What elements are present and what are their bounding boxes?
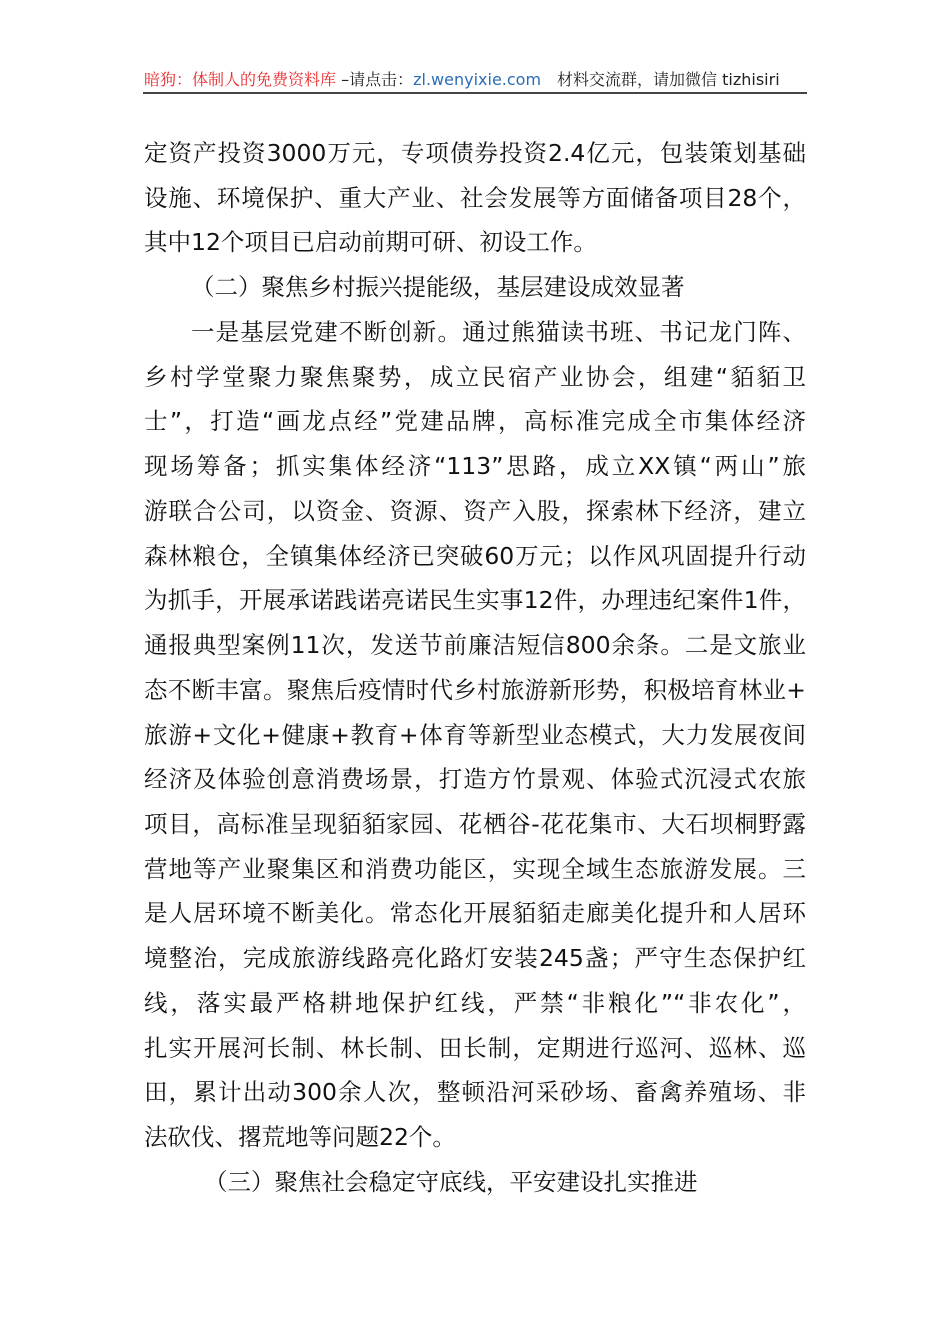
header-link[interactable]: zl.wenyixie.com [413,70,542,89]
text-line: 是人居环境不断美化。常态化开展貊貊走廊美化提升和人居环 [144,899,806,928]
header-click-prompt: –请点击： [336,70,414,89]
header-site-name: 暗狗：体制人的免费资料库 [144,70,337,89]
text-line: 为抓手，开展承诺践诺亮诺民生实事12件，办理违纪案件1件， [144,586,806,615]
text-line: 营地等产业聚集区和消费功能区，实现全域生态旅游发展。三 [144,854,806,883]
header-divider [143,92,807,94]
text-line: 其中12个项目已启动前期可研、初设工作。 [144,228,597,257]
section-heading: （二）聚焦乡村振兴提能级，基层建设成效显著 [191,273,685,302]
text-line: 游联合公司，以资金、资源、资产入股，探索林下经济，建立 [144,496,806,525]
text-line: 境整治，完成旅游线路亮化路灯安装245盏；严守生态保护红 [144,944,806,973]
text-line: 田，累计出动300余人次，整顿沿河采砂场、畜禽养殖场、非 [144,1078,806,1107]
text-line: 线，落实最严格耕地保护红线，严禁“非粮化”“非农化”， [144,988,806,1017]
header-wechat-note: 材料交流群，请加微信 tizhisiri [541,70,780,89]
text-line: 经济及体验创意消费场景，打造方竹景观、体验式沉浸式农旅 [144,765,806,794]
text-line: 乡村学堂聚力聚焦聚势，成立民宿产业协会，组建“貊貊卫 [144,362,806,391]
text-line: 扎实开展河长制、林长制、田长制，定期进行巡河、巡林、巡 [144,1033,806,1062]
text-line: 态不断丰富。聚焦后疫情时代乡村旅游新形势，积极培育林业+ [144,675,806,704]
text-line: 定资产投资3000万元，专项债券投资2.4亿元，包装策划基础 [144,139,806,167]
text-line: 设施、环境保护、重大产业、社会发展等方面储备项目28个， [144,183,806,212]
text-line: 森林粮仓，全镇集体经济已突破60万元；以作风巩固提升行动 [144,541,806,570]
text-line: 旅游+文化+健康+教育+体育等新型业态模式，大力发展夜间 [144,720,806,749]
text-line: 通报典型案例11次，发送节前廉洁短信800余条。二是文旅业 [144,631,806,660]
document-body [144,131,806,1205]
text-line: 现场筹备；抓实集体经济“113”思路，成立XX镇“两山”旅 [144,452,806,481]
text-line: 项目，高标准呈现貊貊家园、花栖谷-花花集市、大石坝桐野露 [144,810,806,839]
text-line: 法砍伐、撂荒地等问题22个。 [144,1123,456,1152]
text-line: 一是基层党建不断创新。通过熊猫读书班、书记龙门阵、 [191,317,806,346]
page-header [144,68,806,92]
section-heading: （三）聚焦社会稳定守底线，平安建设扎实推进 [204,1167,698,1196]
text-line: 士”，打造“画龙点经”党建品牌，高标准完成全市集体经济 [144,407,806,436]
